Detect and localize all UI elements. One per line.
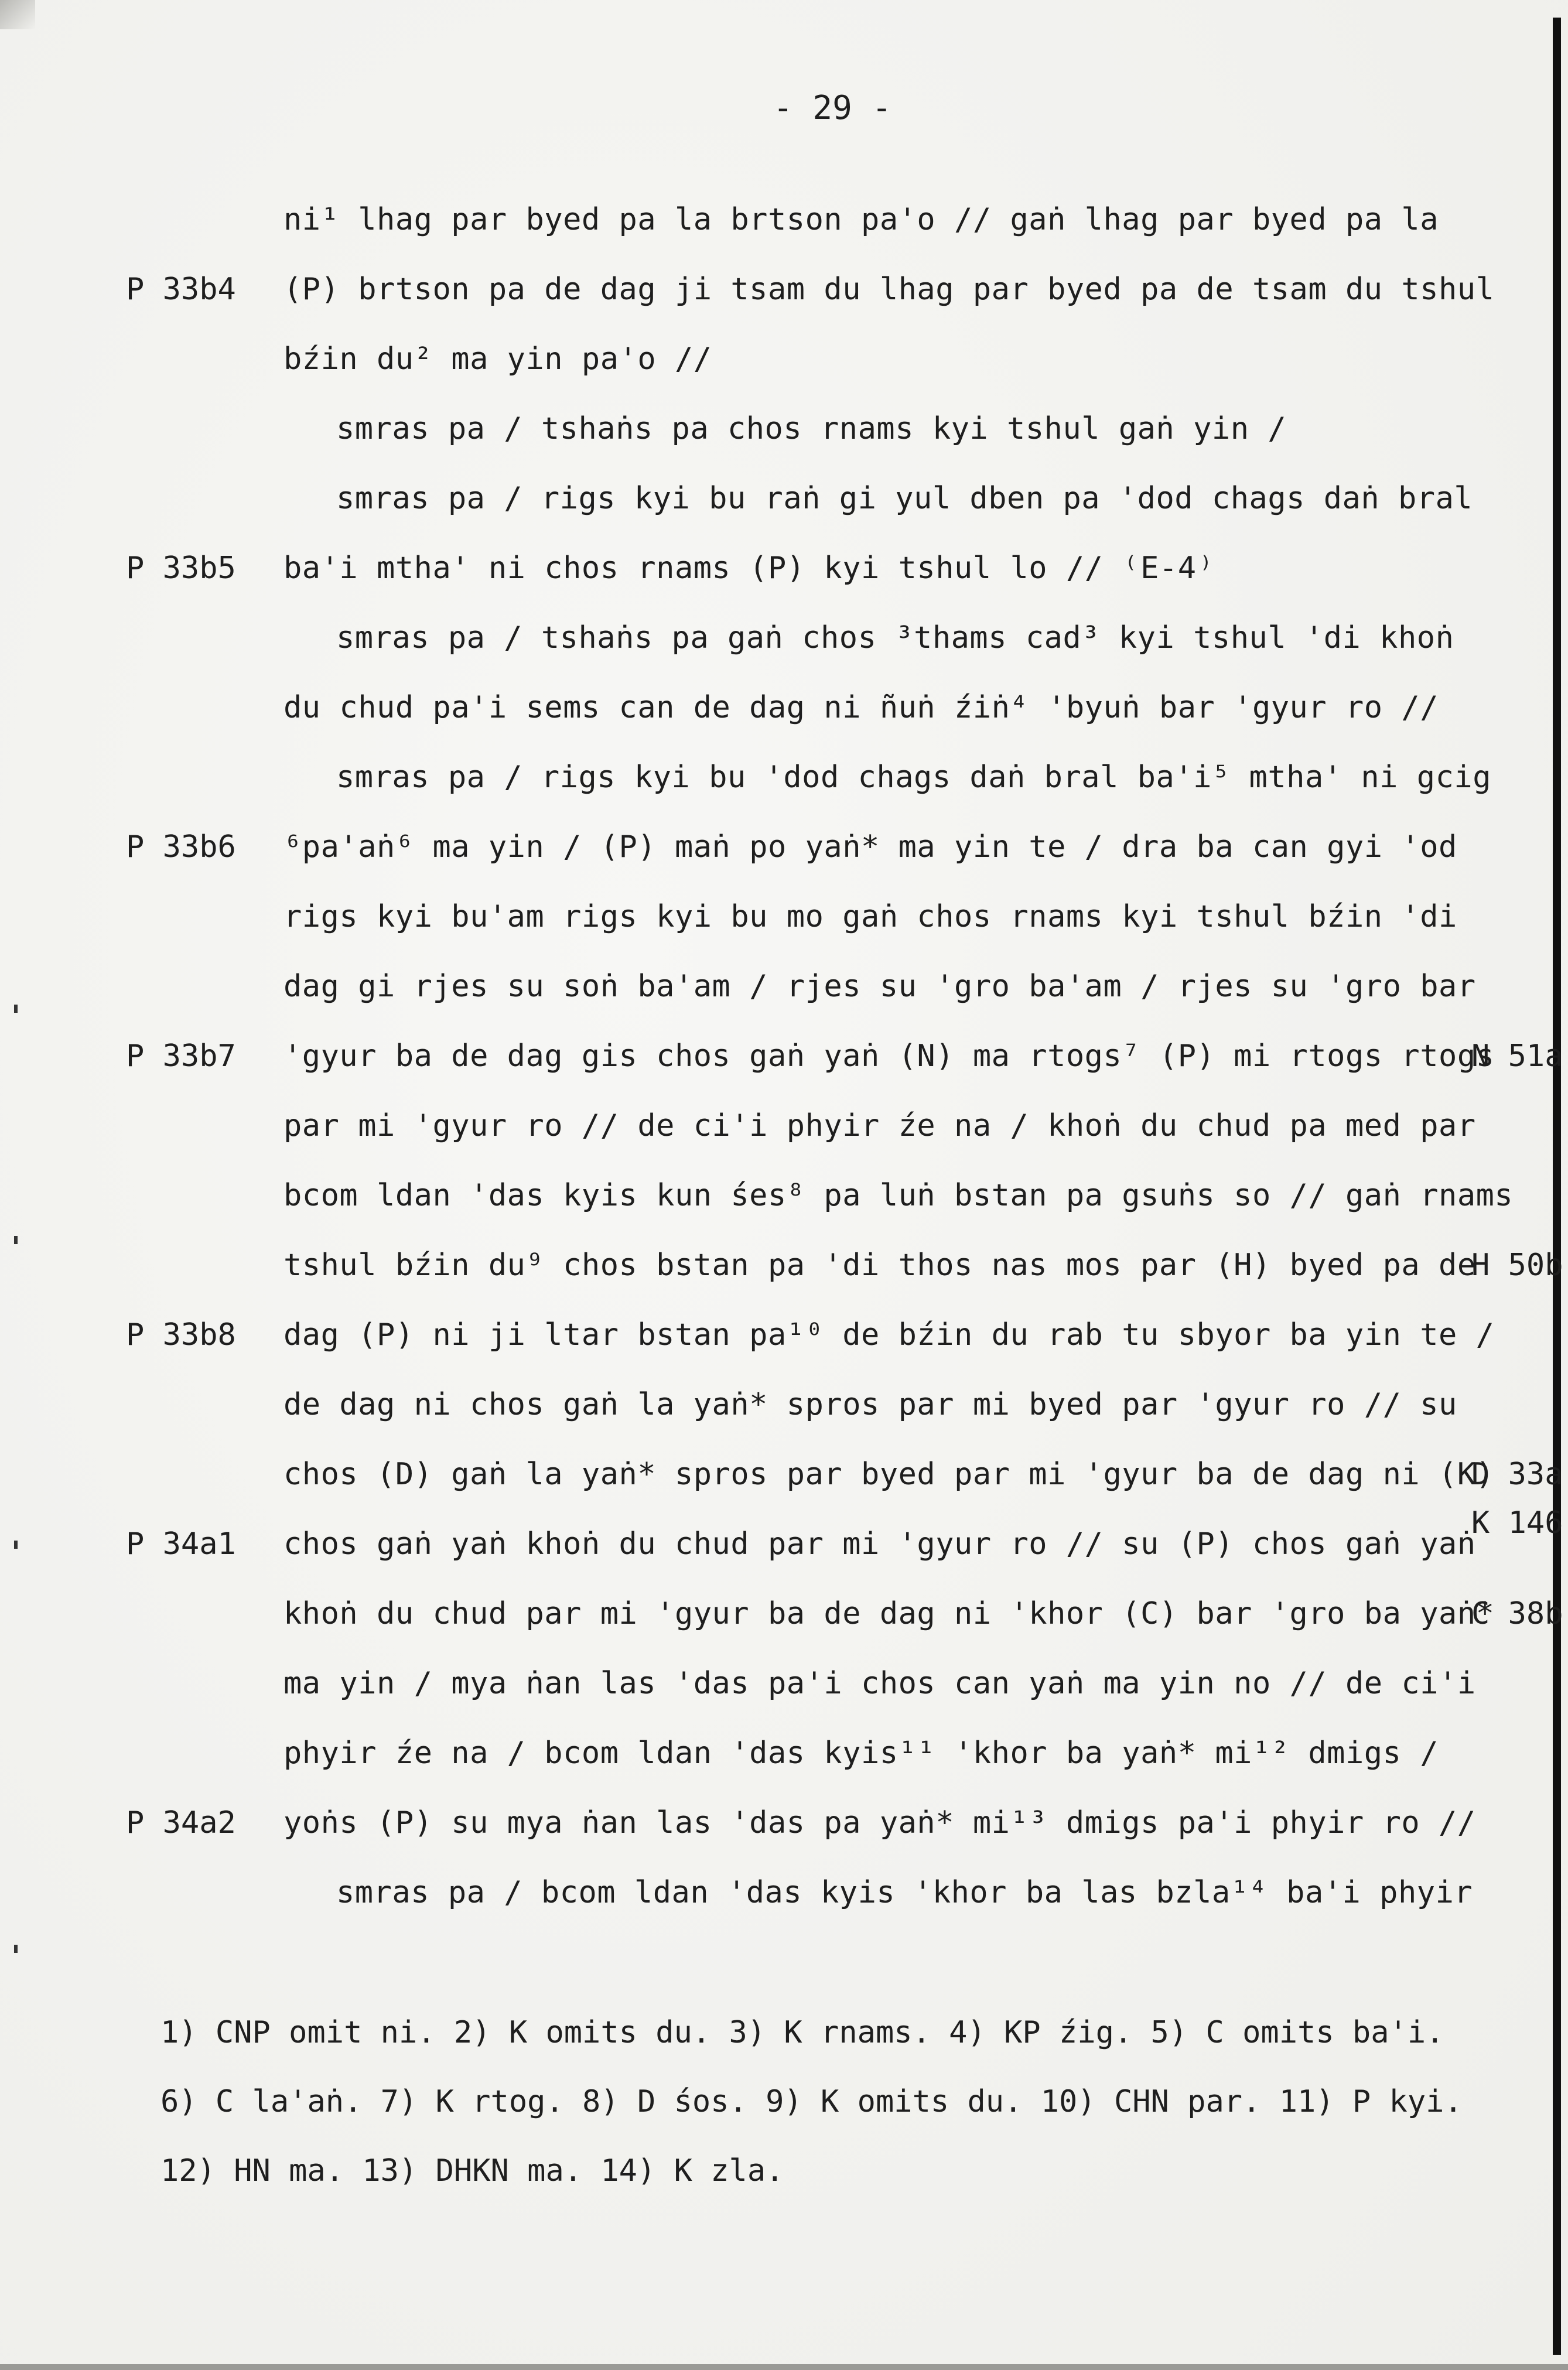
margin-tick [14, 1541, 18, 1549]
text-line: chos gaṅ yaṅ khoṅ du chud par mi 'gyur ro // su (P) chos gaṅ yaṅ [283, 1527, 1476, 1562]
text-line: ni¹ lhag par byed pa la brtson pa'o // gaṅ lhag par byed pa la [283, 202, 1439, 237]
text-line: par mi 'gyur ro // de ci'i phyir źe na / khoṅ du chud pa med par [283, 1108, 1476, 1143]
text-line: khoṅ du chud par mi 'gyur ba de dag ni 'khor (C) bar 'gro ba yaṅ* [283, 1596, 1495, 1631]
folio-reference: P 34a1 [126, 1527, 236, 1562]
edition-reference: K 146 [1471, 1505, 1563, 1541]
text-line: de dag ni chos gaṅ la yaṅ* spros par mi byed par 'gyur ro // su [283, 1387, 1457, 1422]
folio-reference: P 34a2 [126, 1805, 236, 1840]
margin-tick [14, 1236, 18, 1244]
folio-reference: P 33b8 [126, 1317, 236, 1353]
corner-smudge [0, 0, 35, 29]
text-line: ma yin / mya ṅan las 'das pa'i chos can yaṅ ma yin no // de ci'i [283, 1666, 1476, 1701]
footnote-line: 1) CNP omit ni. 2) K omits du. 3) K rnams. 4) KP źig. 5) C omits ba'i. [160, 2015, 1444, 2050]
folio-reference: P 33b6 [126, 829, 236, 865]
text-line: ⁶pa'aṅ⁶ ma yin / (P) maṅ po yaṅ* ma yin te / dra ba can gyi 'od [283, 829, 1457, 865]
text-line: bźin du² ma yin pa'o // [283, 342, 712, 377]
folio-reference: P 33b4 [126, 272, 236, 307]
text-line: rigs kyi bu'am rigs kyi bu mo gaṅ chos rnams kyi tshul bźin 'di [283, 899, 1457, 934]
edition-reference: C 38b [1471, 1596, 1563, 1631]
margin-tick [14, 1005, 18, 1013]
text-line: yoṅs (P) su mya ṅan las 'das pa yaṅ* mi¹³ dmigs pa'i phyir ro // [283, 1805, 1476, 1840]
footnote-line: 12) HN ma. 13) DHKN ma. 14) K zla. [160, 2153, 784, 2188]
text-line: chos (D) gaṅ la yaṅ* spros par byed par mi 'gyur ba de dag ni (K) [283, 1457, 1495, 1492]
text-line: du chud pa'i sems can de dag ni ñuṅ źiṅ⁴ 'byuṅ bar 'gyur ro // [283, 690, 1439, 725]
text-line: smras pa / bcom ldan 'das kyis 'khor ba las bzla¹⁴ ba'i phyir [336, 1875, 1473, 1910]
text-line: phyir źe na / bcom ldan 'das kyis¹¹ 'khor ba yaṅ* mi¹² dmigs / [283, 1736, 1439, 1771]
text-line: dag gi rjes su soṅ ba'am / rjes su 'gro ba'am / rjes su 'gro bar [283, 969, 1476, 1004]
page-number: - 29 - [773, 89, 892, 127]
text-line: ba'i mtha' ni chos rnams (P) kyi tshul lo // ⁽E-4⁾ [283, 551, 1215, 586]
edition-reference: H 50b [1471, 1248, 1563, 1283]
footnote-line: 6) C la'aṅ. 7) K rtog. 8) D śos. 9) K omits du. 10) CHN par. 11) P kyi. [160, 2084, 1463, 2119]
folio-reference: P 33b5 [126, 551, 236, 586]
right-scan-edge [1553, 18, 1561, 2355]
text-line: smras pa / rigs kyi bu raṅ gi yul dben pa 'dod chags daṅ bral [336, 481, 1473, 516]
text-line: 'gyur ba de dag gis chos gaṅ yaṅ (N) ma rtogs⁷ (P) mi rtogs rtogs [283, 1039, 1495, 1074]
text-line: tshul bźin du⁹ chos bstan pa 'di thos nas mos par (H) byed pa de [283, 1248, 1476, 1283]
edition-reference: D 33a [1471, 1457, 1563, 1492]
text-line: dag (P) ni ji ltar bstan pa¹⁰ de bźin du rab tu sbyor ba yin te / [283, 1317, 1495, 1353]
margin-tick [14, 1945, 18, 1953]
bottom-scan-edge [0, 2364, 1568, 2370]
text-line: smras pa / tshaṅs pa chos rnams kyi tshul gaṅ yin / [336, 411, 1287, 446]
text-line: smras pa / tshaṅs pa gaṅ chos ³thams cad³ kyi tshul 'di khoṅ [336, 620, 1454, 655]
text-line: bcom ldan 'das kyis kun śes⁸ pa luṅ bstan pa gsuṅs so // gaṅ rnams [283, 1178, 1514, 1213]
edition-reference: N 51a [1471, 1039, 1563, 1074]
text-line: (P) brtson pa de dag ji tsam du lhag par byed pa de tsam du tshul [283, 272, 1495, 307]
folio-reference: P 33b7 [126, 1039, 236, 1074]
text-line: smras pa / rigs kyi bu 'dod chags daṅ bral ba'i⁵ mtha' ni gcig [336, 760, 1492, 795]
